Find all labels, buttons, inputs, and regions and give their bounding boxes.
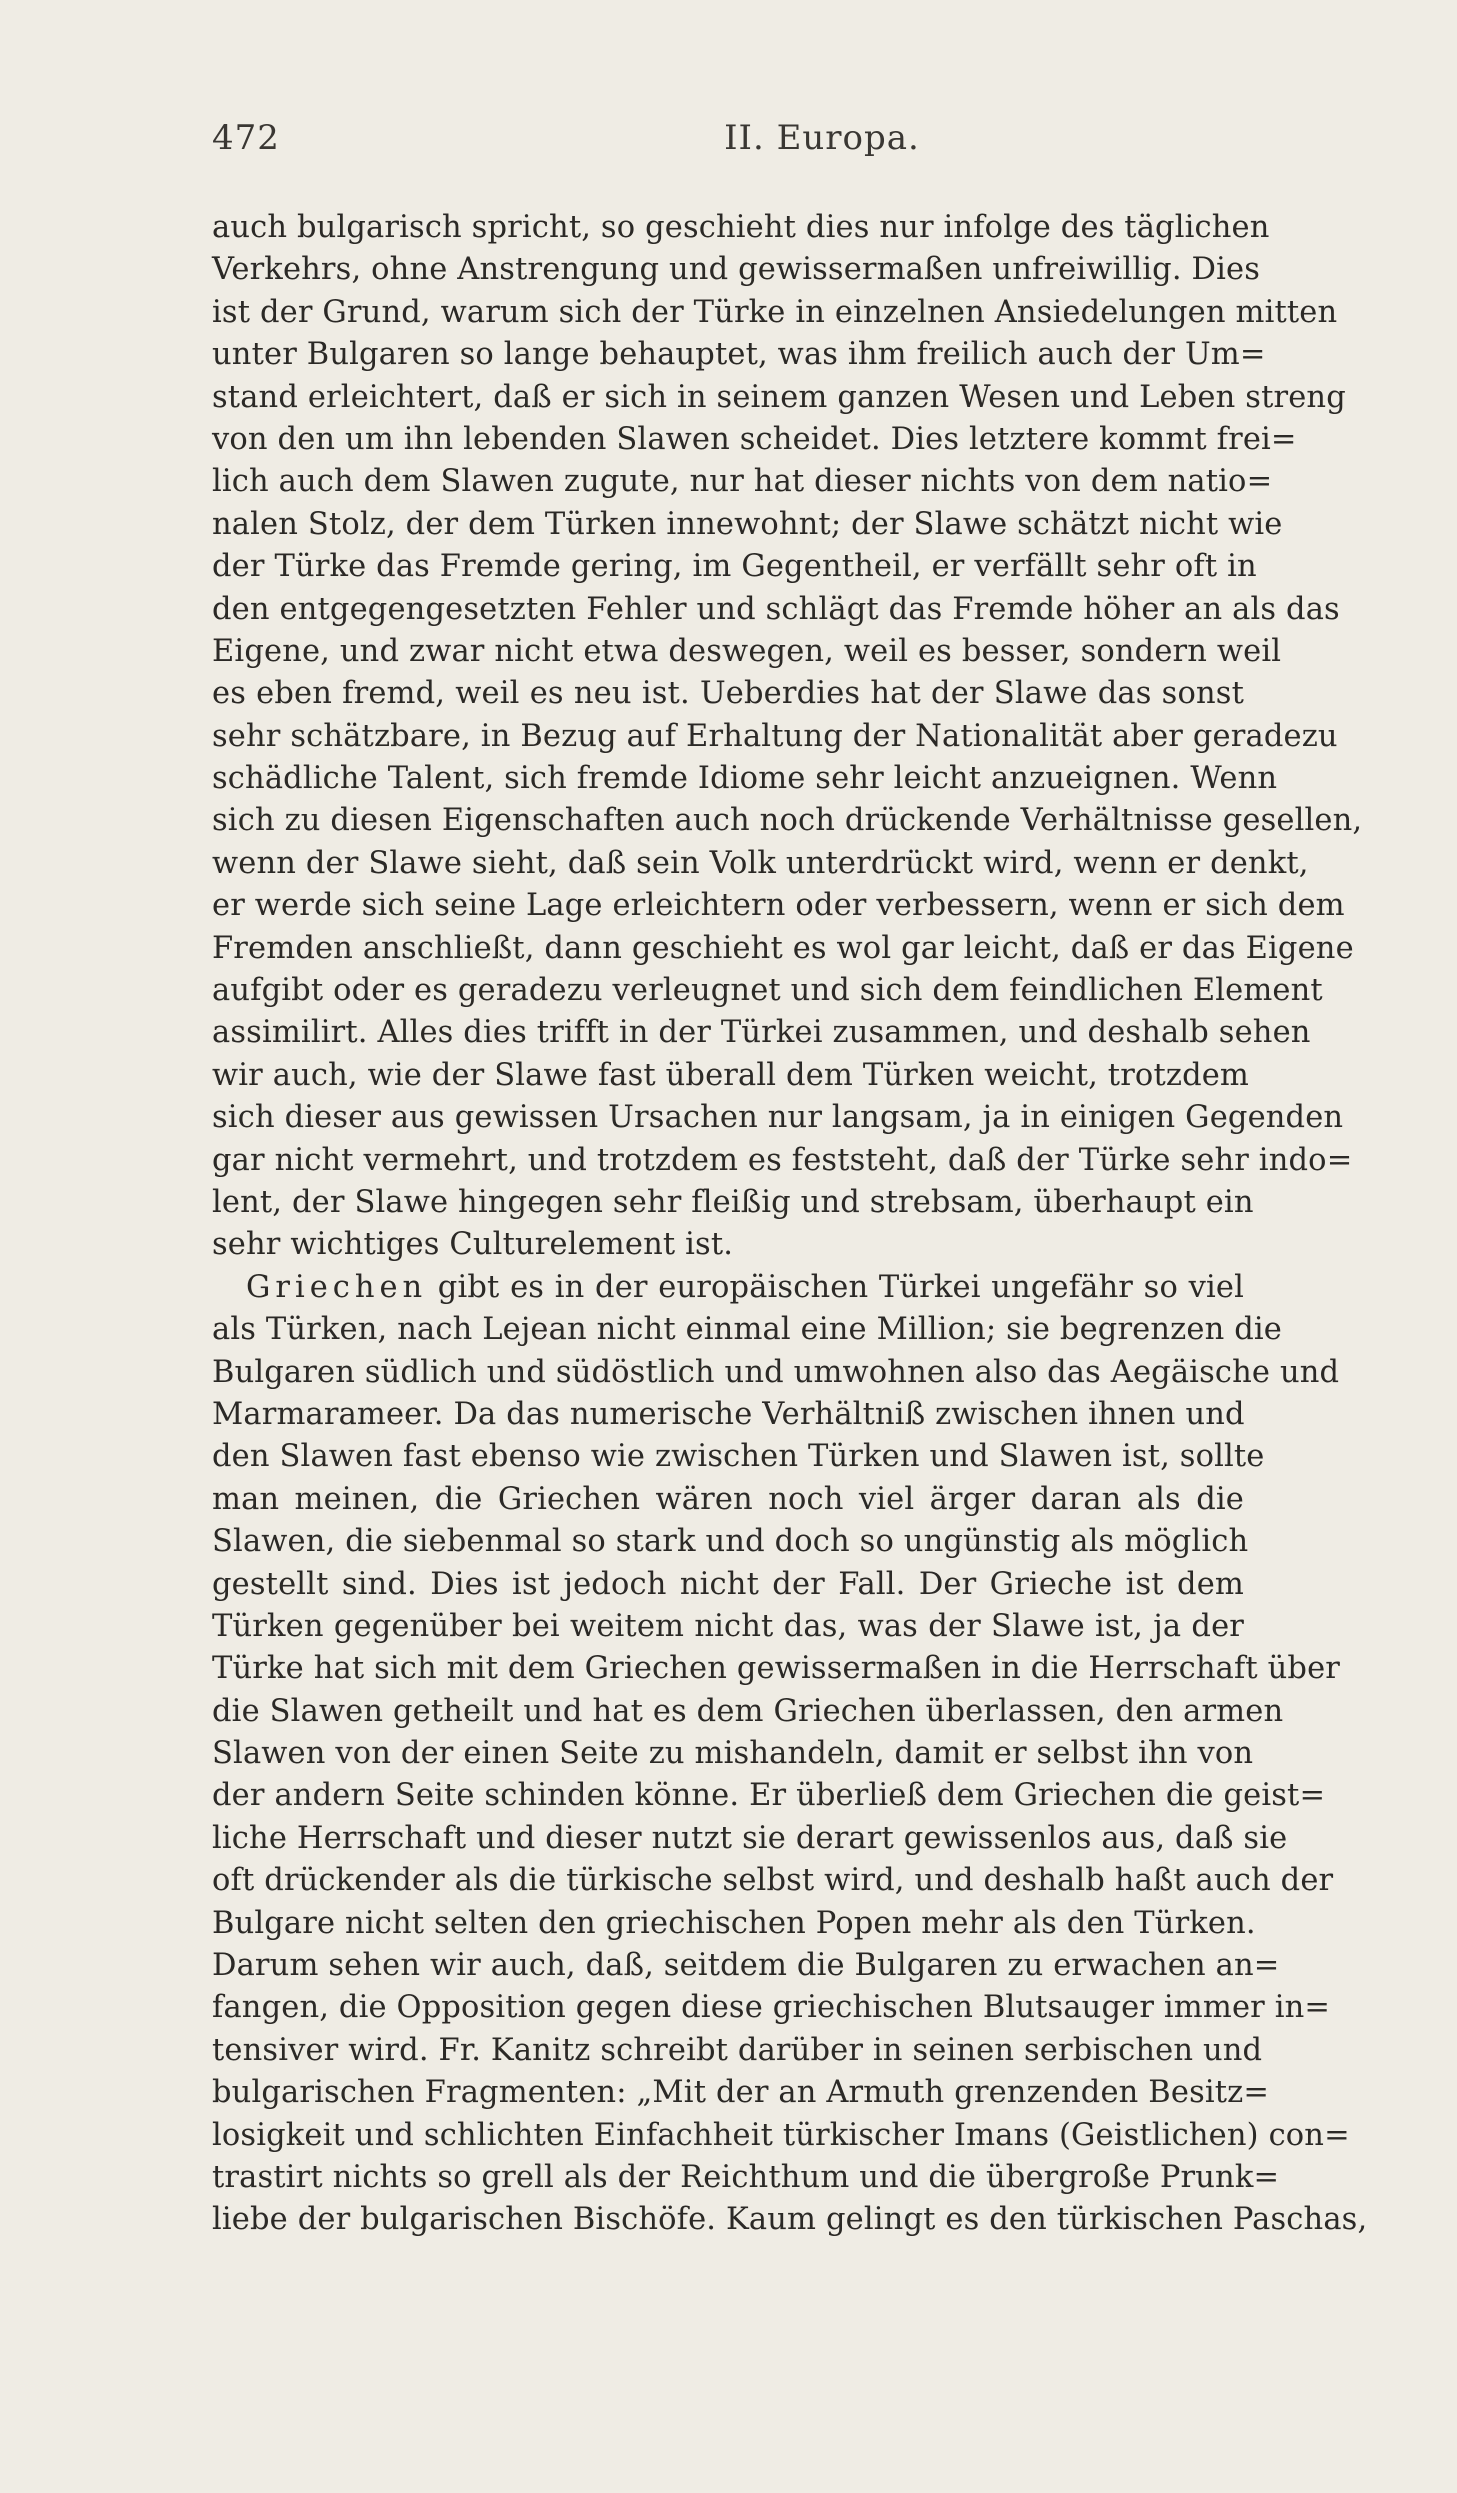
text-line: es eben fremd, weil es neu ist. Ueberdies hat der Slawe das sonst: [212, 676, 1244, 712]
section-title: II. Europa.: [724, 118, 920, 158]
text-line: schädliche Talent, sich fremde Idiome sehr leicht anzueignen. Wenn: [212, 761, 1278, 797]
text-line: als Türken, nach Lejean nicht einmal eine Million; sie begrenzen die: [212, 1312, 1283, 1348]
text-line: Slawen, die siebenmal so stark und doch so ungünstig als möglich: [212, 1524, 1249, 1560]
text-line: Türke hat sich mit dem Griechen gewissermaßen in die Herrschaft über: [212, 1651, 1341, 1687]
text-line: Verkehrs, ohne Anstrengung und gewissermaßen unfreiwillig. Dies: [212, 252, 1261, 288]
text-line: sich zu diesen Eigenschaften auch noch drückende Verhältnisse gesellen,: [212, 803, 1363, 839]
lead-word: Griechen: [246, 1269, 428, 1305]
text-line: Türken gegenüber bei weitem nicht das, was der Slawe ist, ja der: [212, 1608, 1244, 1644]
text-line: lich auch dem Slawen zugute, nur hat dieser nichts von dem natio=: [212, 464, 1273, 500]
text-line: der Türke das Fremde gering, im Gegentheil, er verfällt sehr oft in: [212, 549, 1257, 585]
text-line: Marmarameer. Da das numerische Verhältniß zwischen ihnen und: [212, 1396, 1245, 1432]
line-rest: gibt es in der europäischen Türkei ungefähr so viel: [427, 1269, 1244, 1305]
text-line: der andern Seite schinden könne. Er überließ dem Griechen die geist=: [212, 1778, 1326, 1814]
text-line: tensiver wird. Fr. Kanitz schreibt darüber in seinen serbischen und: [212, 2032, 1263, 2068]
text-line: sehr wichtiges Culturelement ist.: [212, 1227, 734, 1263]
paragraph-1: [212, 207, 1363, 1267]
text-line: aufgibt oder es geradezu verleugnet und sich dem feindlichen Element: [212, 973, 1323, 1009]
text-line: stand erleichtert, daß er sich in seinem ganzen Wesen und Leben streng: [212, 379, 1346, 415]
text-line: Darum sehen wir auch, daß, seitdem die Bulgaren zu erwachen an=: [212, 1948, 1280, 1984]
text-line: man meinen, die Griechen wären noch viel ärger daran als die: [212, 1481, 1244, 1517]
text-line: Eigene, und zwar nicht etwa deswegen, weil es besser, sondern weil: [212, 633, 1282, 669]
text-line: auch bulgarisch spricht, so geschieht dies nur infolge des täglichen: [212, 210, 1270, 245]
text-line: Slawen von der einen Seite zu mishandeln, damit er selbst ihn von: [212, 1736, 1254, 1772]
text-line: sich dieser aus gewissen Ursachen nur langsam, ja in einigen Gegenden: [212, 1100, 1344, 1136]
running-head: [212, 118, 1247, 158]
text-line: lent, der Slawe hingegen sehr fleißig und strebsam, überhaupt ein: [212, 1184, 1254, 1220]
text-line: den Slawen fast ebenso wie zwischen Türken und Slawen ist, sollte: [212, 1439, 1265, 1475]
text-line: er werde sich seine Lage erleichtern oder verbessern, wenn er sich dem: [212, 888, 1345, 924]
text-line: den entgegengesetzten Fehler und schlägt das Fremde höher an als das: [212, 591, 1340, 627]
page-number: 472: [212, 118, 280, 158]
text-line: wir auch, wie der Slawe fast überall dem Türken weicht, trotzdem: [212, 1057, 1250, 1093]
text-line: [212, 1267, 1244, 1309]
text-line: Fremden anschließt, dann geschieht es wol gar leicht, daß er das Eigene: [212, 930, 1354, 966]
text-line: gar nicht vermehrt, und trotzdem es feststeht, daß der Türke sehr indo=: [212, 1142, 1353, 1178]
text-line: nalen Stolz, der dem Türken innewohnt; der Slawe schätzt nicht wie: [212, 506, 1283, 542]
text-line: liche Herrschaft und dieser nutzt sie derart gewissenlos aus, daß sie: [212, 1820, 1288, 1856]
text-line: ist der Grund, warum sich der Türke in einzelnen Ansiedelungen mitten: [212, 294, 1338, 330]
text-line: fangen, die Opposition gegen diese griechischen Blutsauger immer in=: [212, 1990, 1331, 2026]
text-line: gestellt sind. Dies ist jedoch nicht der Fall. Der Grieche ist dem: [212, 1566, 1244, 1602]
paragraph-2: [212, 1267, 1368, 2242]
text-line: von den um ihn lebenden Slawen scheidet. Dies letztere kommt frei=: [212, 421, 1297, 457]
text-line: unter Bulgaren so lange behauptet, was ihm freilich auch der Um=: [212, 337, 1266, 373]
text-line: trastirt nichts so grell als der Reichthum und die übergroße Prunk=: [212, 2159, 1280, 2195]
text-line: bulgarischen Fragmenten: „Mit der an Armuth grenzenden Besitz=: [212, 2075, 1270, 2111]
text-line: liebe der bulgarischen Bischöfe. Kaum gelingt es den türkischen Paschas,: [212, 2202, 1368, 2238]
text-line: sehr schätzbare, in Bezug auf Erhaltung der Nationalität aber geradezu: [212, 718, 1338, 754]
body-text: [212, 207, 1368, 2242]
text-line: assimilirt. Alles dies trifft in der Türkei zusammen, und deshalb sehen: [212, 1015, 1311, 1051]
text-line: die Slawen getheilt und hat es dem Griechen überlassen, den armen: [212, 1693, 1284, 1729]
text-line: wenn der Slawe sieht, daß sein Volk unterdrückt wird, wenn er denkt,: [212, 845, 1309, 881]
text-line: losigkeit und schlichten Einfachheit türkischer Imans (Geistlichen) con=: [212, 2117, 1350, 2153]
text-line: Bulgare nicht selten den griechischen Popen mehr als den Türken.: [212, 1905, 1256, 1941]
text-line: oft drückender als die türkische selbst wird, und deshalb haßt auch der: [212, 1863, 1334, 1899]
text-line: Bulgaren südlich und südöstlich und umwohnen also das Aegäische und: [212, 1354, 1340, 1390]
